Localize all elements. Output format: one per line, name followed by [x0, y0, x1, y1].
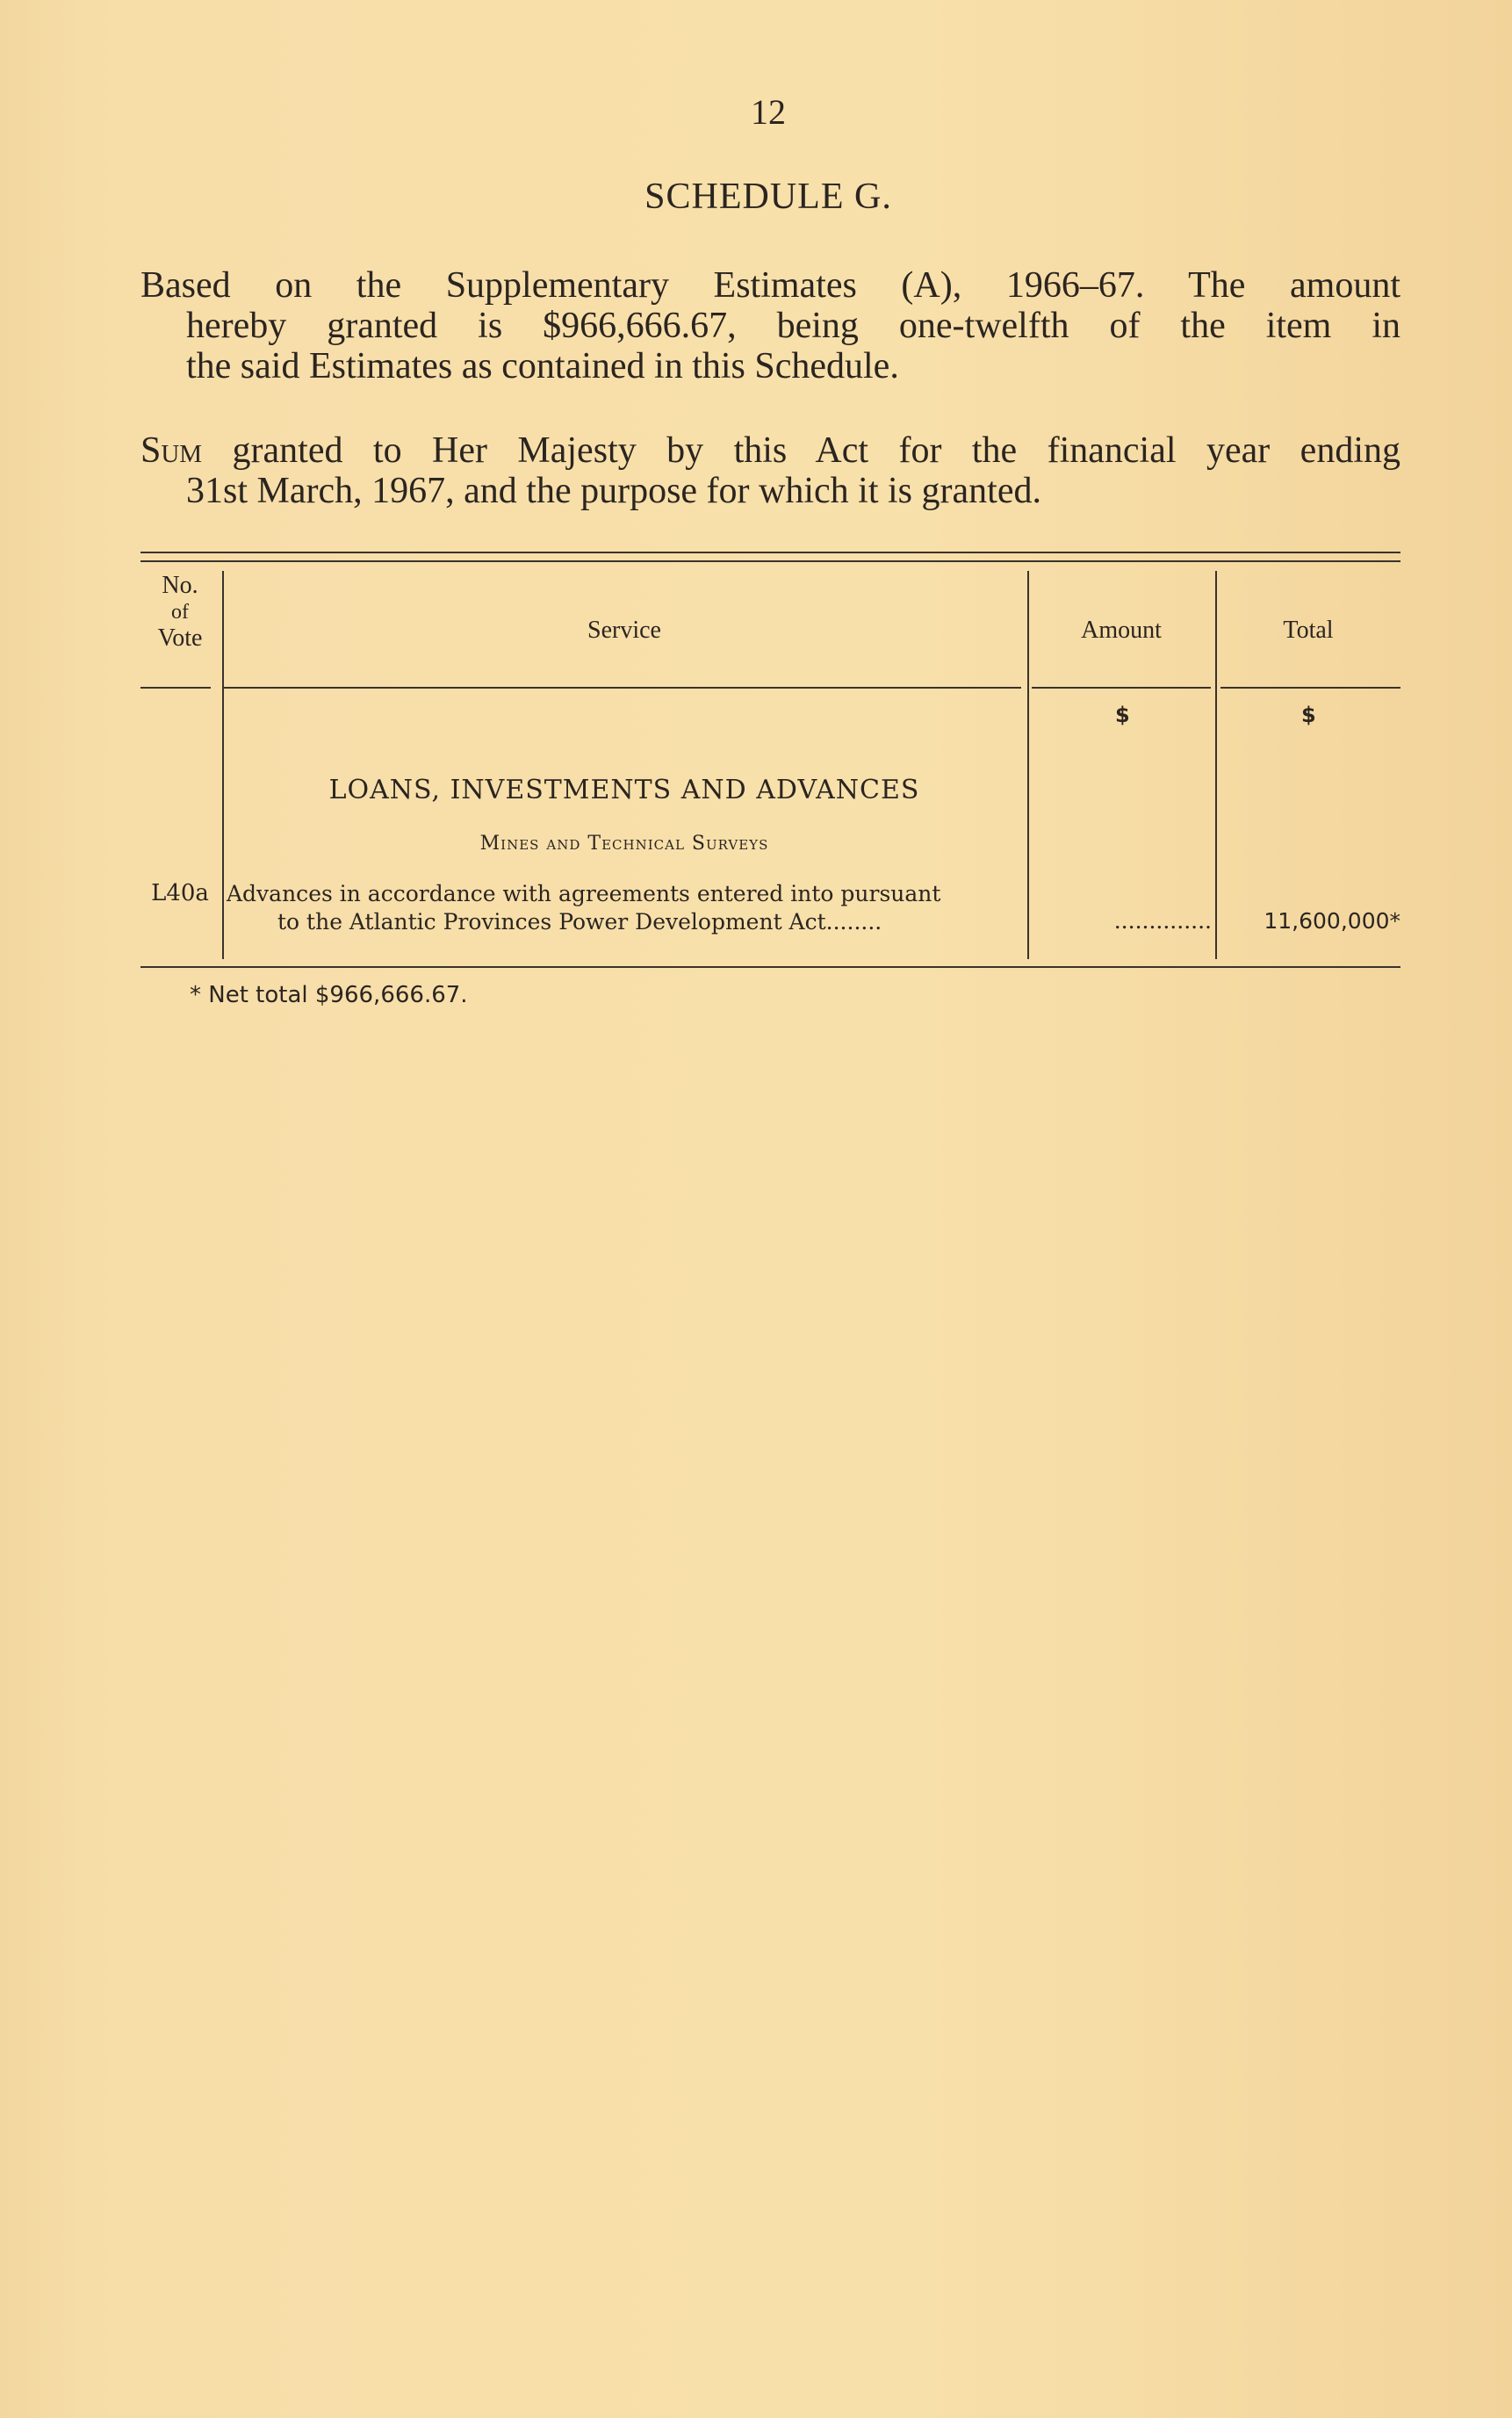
- footnote: * Net total $966,666.67.: [190, 982, 468, 1008]
- vote-header-line-3: Vote: [157, 624, 203, 652]
- vote-column-header: [140, 573, 220, 652]
- page-number: 12: [751, 92, 786, 132]
- schedule-title: SCHEDULE G.: [644, 177, 892, 217]
- sum-line-1-rest: granted to Her Majesty by this Act for the financial year ending: [202, 430, 1400, 471]
- table-bottom-rule: [140, 966, 1400, 968]
- amount-column-header: Amount: [1081, 617, 1162, 644]
- vote-header-line-2: of: [171, 601, 189, 624]
- section-heading: LOANS, INVESTMENTS AND ADVANCES: [328, 775, 920, 805]
- amount-cell: ..............: [1113, 908, 1212, 934]
- sum-line-2: 31st March, 1967, and the purpose for which it is granted.: [186, 471, 1041, 511]
- intro-line-2: hereby granted is $966,666.67, being one-twelfth of the item in: [186, 306, 1400, 346]
- header-rule-total: [1220, 687, 1400, 689]
- header-rule-amount: [1032, 687, 1211, 689]
- intro-line-1: Based on the Supplementary Estimates (A), 1966–67. The amount: [140, 265, 1400, 306]
- vote-header-line-1: No.: [162, 572, 198, 599]
- total-currency-symbol: $: [1301, 703, 1316, 727]
- header-rule-service: [224, 687, 1021, 689]
- vote-number: L40a: [151, 880, 209, 906]
- service-description-line-1: Advances in accordance with agreements entered into pursuant: [227, 881, 941, 906]
- table-top-rule-2: [140, 560, 1400, 562]
- total-cell: 11,600,000*: [1264, 908, 1400, 934]
- service-description: [227, 880, 1027, 936]
- intro-paragraph: [140, 265, 1400, 386]
- sum-paragraph: [140, 430, 1400, 511]
- sum-line-1: [140, 430, 1400, 471]
- table-top-rule-1: [140, 552, 1400, 553]
- header-rule-vote: [140, 687, 211, 689]
- service-column-header: Service: [587, 617, 661, 644]
- intro-line-3: the said Estimates as contained in this Schedule.: [186, 346, 899, 386]
- service-description-line-2: to the Atlantic Provinces Power Development Act........: [277, 909, 882, 935]
- subsection-heading: Mines and Technical Surveys: [479, 833, 769, 855]
- total-column-header: Total: [1283, 617, 1334, 644]
- sum-lead-word: Sum: [140, 430, 203, 471]
- amount-currency-symbol: $: [1115, 703, 1130, 727]
